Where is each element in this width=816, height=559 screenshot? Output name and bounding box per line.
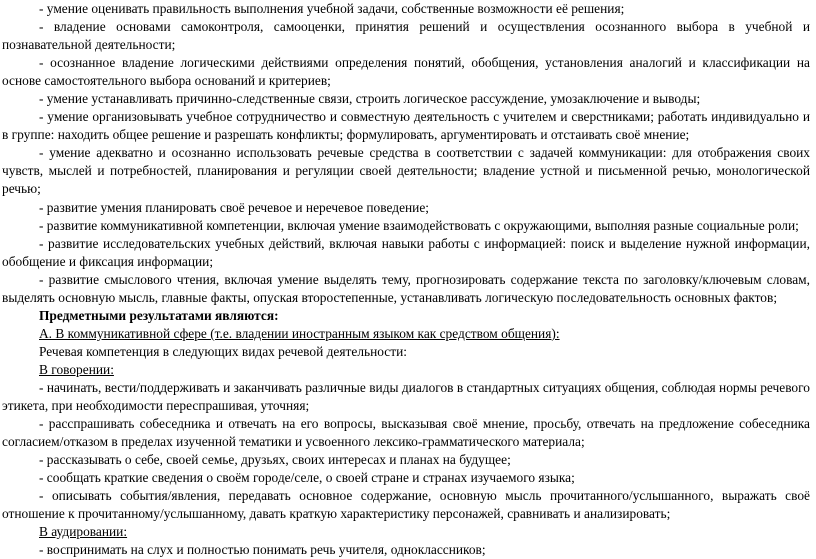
- paragraph-hometown-info: - сообщать краткие сведения о своём городе/селе, о своей стране и странах изучаемого языка;: [39, 470, 575, 486]
- subheading-listening: [2, 523, 810, 541]
- paragraph-planning-behaviour: - развитие умения планировать своё речевое и неречевое поведение;: [39, 199, 430, 215]
- paragraph-cooperation: - умение организовывать учебное сотрудничество и совместную деятельность с учителем и сверстниками; работать индивидуально и в группе: находить общее решение и разрешать конфликты; формулировать, аргументировать и отстаивать своё мнение;: [2, 109, 810, 143]
- paragraph-research-actions: - развитие исследовательских учебных действий, включая навыки работы с информацией: поиск и выделение нужной информации, обобщение и фиксация информации;: [2, 235, 810, 269]
- paragraph-cause-effect: - умение устанавливать причинно-следственные связи, строить логическое рассуждение, умозаключение и выводы;: [39, 91, 701, 107]
- paragraph-questioning: - расспрашивать собеседника и отвечать на его вопросы, высказывая своё мнение, просьбу, отвечать на предложение собеседника согласием/отказом в пределах изученной тематики и усвоенного лексико-грамматического материала;: [2, 416, 810, 450]
- paragraph-communicative-competence: - развитие коммуникативной компетенции, включая умение взаимодействовать с окружающими, выполняя разные социальные роли;: [39, 217, 799, 233]
- paragraph-self-assessment: - умение оценивать правильность выполнения учебной задачи, собственные возможности её решения;: [39, 1, 625, 16]
- subheading-speaking-text: В говорении:: [39, 361, 114, 377]
- paragraph-speech-means: - умение адекватно и осознанно использовать речевые средства в соответствии с задачей коммуникации: для отображения своих чувств, мыслей и потребностей, планирования и регуляции своей деятельности; владение устной и письменной речью, монологической речью;: [2, 145, 810, 197]
- paragraph-semantic-reading: - развитие смыслового чтения, включая умение выделять тему, прогнозировать содержание текста по заголовку/ключевым словам, выделять основную мысль, главные факты, опуская второстепенные, устанавливать логическую последовательность основных фактов;: [2, 271, 810, 305]
- heading-subject-results: Предметными результатами являются:: [39, 307, 279, 323]
- paragraph-dialogues: - начинать, вести/поддерживать и заканчивать различные виды диалогов в стандартных ситуациях общения, соблюдая нормы речевого этикета, при необходимости переспрашивая, уточняя;: [2, 379, 810, 414]
- paragraph-logical-actions: - осознанное владение логическими действиями определения понятий, обобщения, установления аналогий и классификации на основе самостоятельного выбора оснований и критериев;: [2, 55, 810, 89]
- paragraph-tell-about-self: - рассказывать о себе, своей семье, друзьях, своих интересах и планах на будущее;: [39, 452, 511, 468]
- paragraph-listening-teacher: - воспринимать на слух и полностью понимать речь учителя, одноклассников;: [39, 542, 486, 558]
- subheading-listening-text: В аудировании:: [39, 524, 128, 540]
- paragraph-speech-competence: Речевая компетенция в следующих видах речевой деятельности:: [39, 343, 407, 359]
- subheading-communicative-sphere: [2, 325, 810, 343]
- paragraph-describe-events: - описывать события/явления, передавать основное содержание, основную мысль прочитанного/услышанного, выражать своё отношение к прочитанному/услышанному, давать краткую характеристику персонажей, сравнивать и анализировать;: [2, 488, 810, 522]
- paragraph-self-control: - владение основами самоконтроля, самооценки, принятия решений и осуществления осознанного выбора в учебной и познавательной деятельности;: [2, 19, 810, 53]
- subheading-speaking: [2, 361, 810, 379]
- subheading-communicative-sphere-text: А. В коммуникативной сфере (т.е. владении иностранным языком как средством общения):: [39, 325, 560, 341]
